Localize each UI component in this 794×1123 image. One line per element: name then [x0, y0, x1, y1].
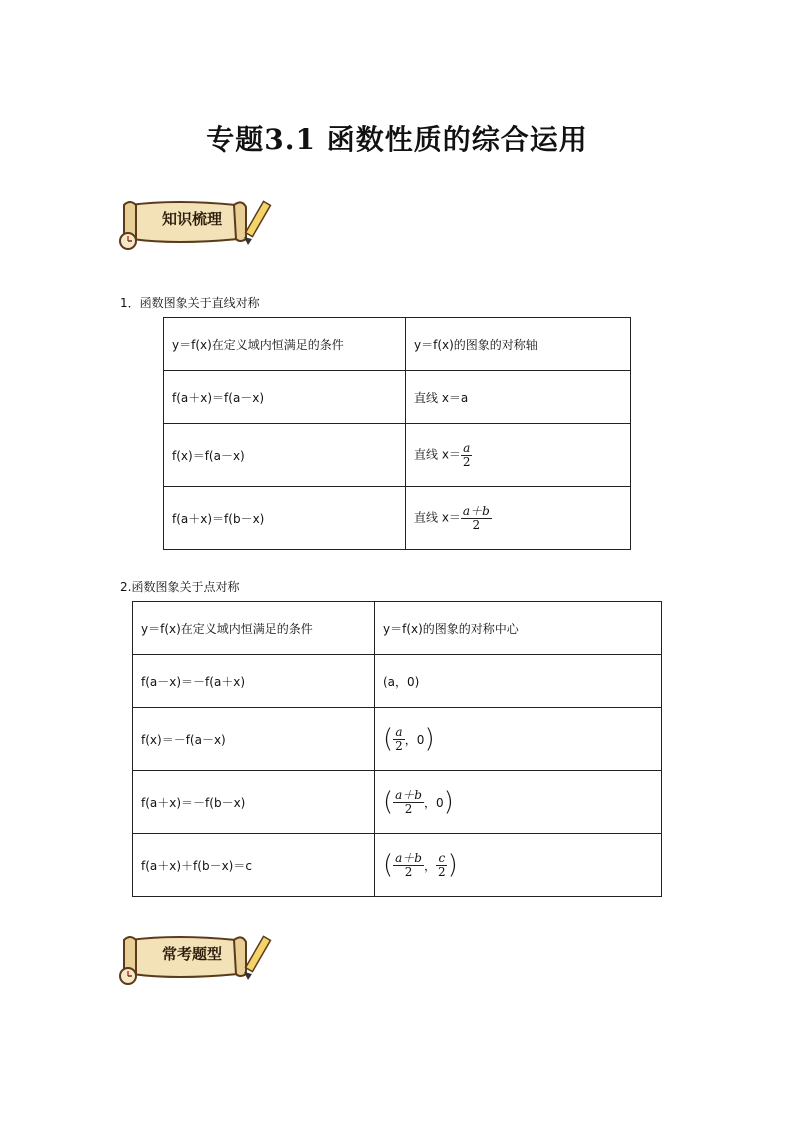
center-separator: ，: [424, 858, 437, 873]
fraction-numerator: a: [395, 724, 403, 739]
fraction-numerator: a: [463, 440, 471, 455]
table-row: [164, 487, 631, 550]
fraction-numerator: a＋b: [462, 503, 490, 518]
table-row: [133, 771, 662, 834]
header-center: y＝f(x)的图象的对称中心: [375, 602, 662, 655]
fraction-numerator: a＋b: [395, 850, 422, 865]
axis-prefix: 直线 x＝: [414, 510, 461, 525]
section1-heading: 1．函数图象关于直线对称: [120, 296, 260, 310]
types-badge-label: 常考题型: [161, 945, 222, 963]
table-row: [164, 371, 631, 424]
center-tail: ，0: [404, 732, 425, 747]
header-condition: y＝f(x)在定义域内恒满足的条件: [133, 602, 375, 655]
table-row: [133, 834, 662, 897]
fraction: [393, 852, 424, 878]
fraction-denominator: 2: [404, 801, 413, 816]
fraction-denominator: 2: [404, 864, 413, 879]
fraction-numerator: c: [438, 850, 446, 865]
fraction-denominator: 2: [438, 864, 446, 879]
table-header-row: [133, 602, 662, 655]
axis-cell: 直线 x＝a: [406, 371, 631, 424]
line-symmetry-table: [163, 317, 631, 550]
axis-prefix: 直线 x＝: [414, 447, 461, 462]
table-row: [133, 655, 662, 708]
center-tail: ，0: [424, 795, 444, 810]
header-axis: y＝f(x)的图象的对称轴: [406, 318, 631, 371]
point-symmetry-table: [132, 601, 662, 897]
condition-cell: f(a＋x)＝－f(b－x): [133, 771, 375, 834]
condition-cell: f(a＋x)＋f(b－x)＝c: [133, 834, 375, 897]
center-cell: ( $\frac{a+b}{2}$ ，0 ): [375, 771, 662, 834]
axis-cell: [406, 487, 631, 550]
fraction: [461, 505, 492, 531]
fraction-numerator: a＋b: [395, 787, 422, 802]
fraction-denominator: 2: [472, 517, 481, 532]
fraction: [436, 852, 448, 878]
center-cell: (a，0): [375, 655, 662, 708]
table-row: [164, 424, 631, 487]
table-header-row: [164, 318, 631, 371]
types-badge: [116, 930, 276, 990]
fraction-denominator: 2: [395, 738, 403, 753]
condition-cell: f(x)＝f(a－x): [164, 424, 406, 487]
center-cell: ( $\frac{a+b}{2}$ ， $\frac{c}{2}$ ): [375, 834, 662, 897]
page-title: 专题3.1 函数性质的综合运用: [206, 123, 588, 156]
condition-cell: f(a－x)＝－f(a＋x): [133, 655, 375, 708]
fraction: [461, 442, 473, 468]
section2-heading: 2.函数图象关于点对称: [120, 580, 240, 594]
condition-cell: f(a＋x)＝f(b－x): [164, 487, 406, 550]
fraction-denominator: 2: [462, 454, 471, 469]
table-row: [133, 708, 662, 771]
center-cell: ( $\frac{a}{2}$ ，0 ): [375, 708, 662, 771]
knowledge-badge-label: 知识梳理: [161, 210, 222, 228]
fraction: [393, 789, 424, 815]
condition-cell: f(x)＝－f(a－x): [133, 708, 375, 771]
header-condition: y＝f(x)在定义域内恒满足的条件: [164, 318, 406, 371]
knowledge-badge: [116, 195, 276, 255]
fraction: [393, 726, 405, 752]
axis-cell: [406, 424, 631, 487]
condition-cell: f(a＋x)＝f(a－x): [164, 371, 406, 424]
